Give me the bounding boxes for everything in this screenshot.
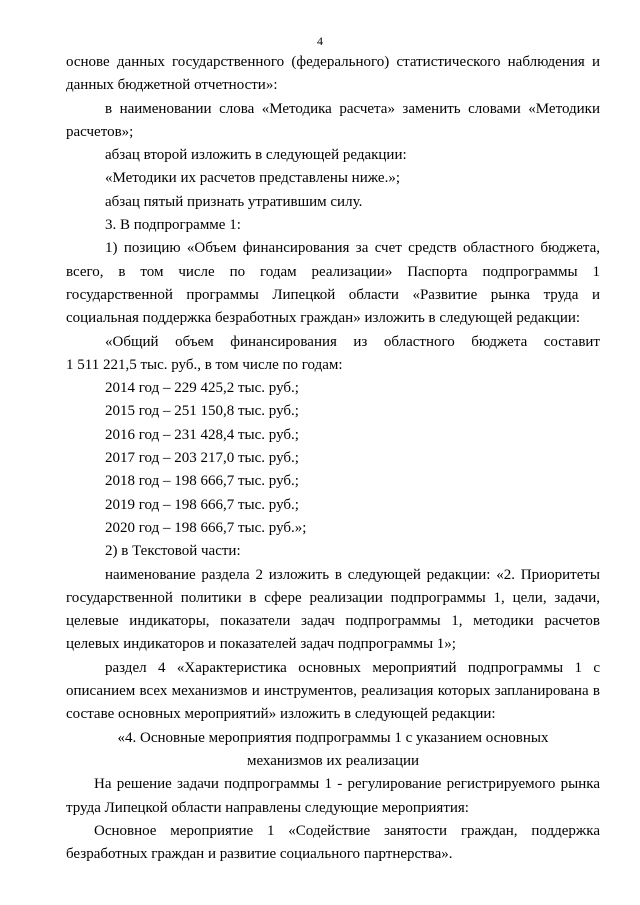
funding-line-2017: 2017 год – 203 217,0 тыс. руб.;	[105, 450, 299, 467]
paragraph-methods-quote: «Методики их расчетов представлены ниже.»;	[105, 170, 400, 187]
paragraph-total-funding: «Общий объем финансирования из областного бюджета составит	[105, 333, 600, 350]
funding-line-2018: 2018 год – 198 666,7 тыс. руб.;	[105, 473, 299, 490]
document-body	[66, 51, 600, 866]
page-number: 4	[317, 34, 323, 48]
paragraph-main-measure-1: Основное мероприятие 1 «Содействие занятости граждан, поддержка безработных граждан и развитие социального партнерства».	[66, 822, 600, 863]
paragraph-total-amount: 1 511 221,5 тыс. руб., в том числе по годам:	[66, 356, 343, 373]
funding-line-2019: 2019 год – 198 666,7 тыс. руб.;	[105, 496, 299, 513]
paragraph-rename-methodology: в наименовании слова «Методика расчета» заменить словами «Методики расчетов»;	[66, 100, 600, 140]
section-title-line-2: механизмов их реализации	[246, 752, 420, 769]
paragraph-subprogram-1: 3. В подпрограмме 1:	[105, 217, 241, 234]
paragraph-text-part: 2) в Текстовой части:	[105, 543, 241, 560]
funding-line-2020: 2020 год – 198 666,7 тыс. руб.»;	[105, 519, 307, 536]
paragraph-task-measures: На решение задачи подпрограммы 1 - регулирование регистрируемого рынка труда Липецкой области направлены следующие мероприятия:	[66, 776, 600, 816]
paragraph-statistical-basis: основе данных государственного (федерального) статистического наблюдения и данных бюджетной отчетности»:	[66, 54, 600, 94]
funding-line-2015: 2015 год – 251 150,8 тыс. руб.;	[105, 403, 299, 420]
paragraph-section-4: раздел 4 «Характеристика основных мероприятий подпрограммы 1 с описанием всех механизмов и инструментов, реализация которых запланирована в составе основных мероприятий» изложить в следующей редакции:	[66, 659, 600, 723]
section-title-line-1: «4. Основные мероприятия подпрограммы 1 с указанием основных	[117, 729, 549, 746]
paragraph-section-2-title: наименование раздела 2 изложить в следующей редакции: «2. Приоритеты государственной политики в сфере реализации подпрограммы 1, цели, задачи, целевые индикаторы, показатели задач подпрограммы 1, методики расчетов целевых индикаторов и показателей задач подпрограммы 1»;	[66, 566, 600, 653]
funding-line-2016: 2016 год – 231 428,4 тыс. руб.;	[105, 426, 299, 443]
paragraph-fifth-clause: абзац пятый признать утратившим силу.	[105, 193, 363, 210]
paragraph-funding-position: 1) позицию «Объем финансирования за счет средств областного бюджета, всего, в том числе по годам реализации» Паспорта подпрограммы 1 государственной программы Липецкой области «Развитие рынка труда и социальная поддержка безработных граждан» изложить в следующей редакции:	[66, 240, 600, 327]
paragraph-second-clause: абзац второй изложить в следующей редакции:	[105, 147, 407, 164]
funding-line-2014: 2014 год – 229 425,2 тыс. руб.;	[105, 380, 299, 397]
